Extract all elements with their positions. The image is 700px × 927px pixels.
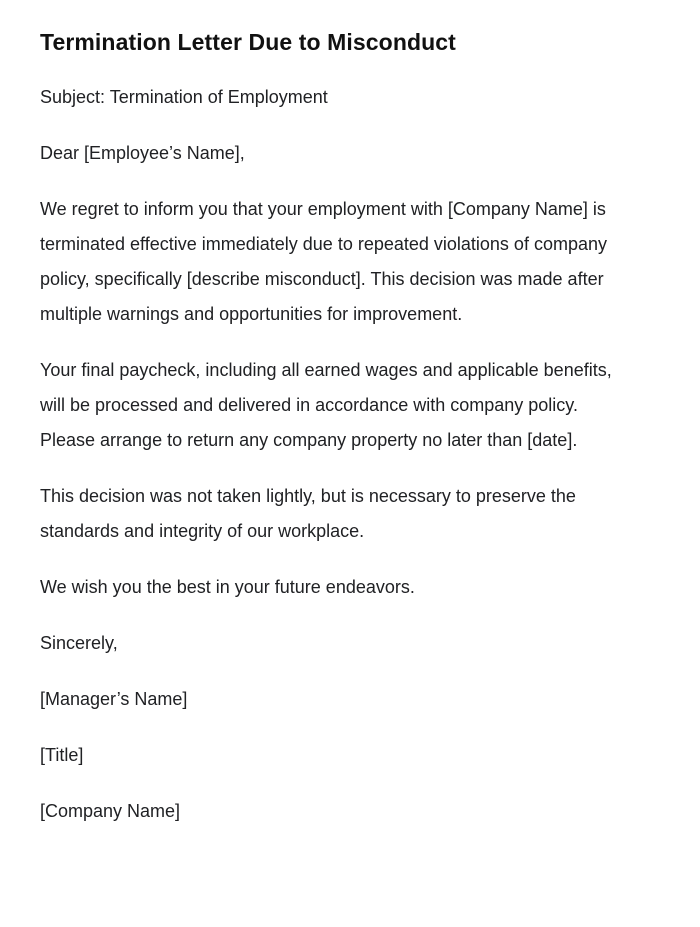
signature-line: [Manager’s Name] xyxy=(40,688,188,709)
signature-line: [Title] xyxy=(40,744,84,765)
salutation: Dear [Employee’s Name], xyxy=(40,142,245,163)
body-paragraph: This decision was not taken lightly, but is necessary to preserve the standards and integrity of our workplace. xyxy=(40,485,576,541)
closing: Sincerely, xyxy=(40,632,118,653)
body-paragraph: Your final paycheck, including all earned wages and applicable benefits, will be processed and delivered in accordance with company policy. Please arrange to return any company property no later than [date]. xyxy=(40,359,612,450)
subject-line: Subject: Termination of Employment xyxy=(40,86,328,107)
signature-line: [Company Name] xyxy=(40,800,181,821)
body-paragraph: We regret to inform you that your employment with [Company Name] is terminated effective immediately due to repeated violations of company policy, specifically [describe misconduct]. This decision was made after multiple warnings and opportunities for improvement. xyxy=(40,198,607,324)
letter-title: Termination Letter Due to Misconduct xyxy=(40,29,456,55)
body-paragraph: We wish you the best in your future endeavors. xyxy=(40,576,415,597)
